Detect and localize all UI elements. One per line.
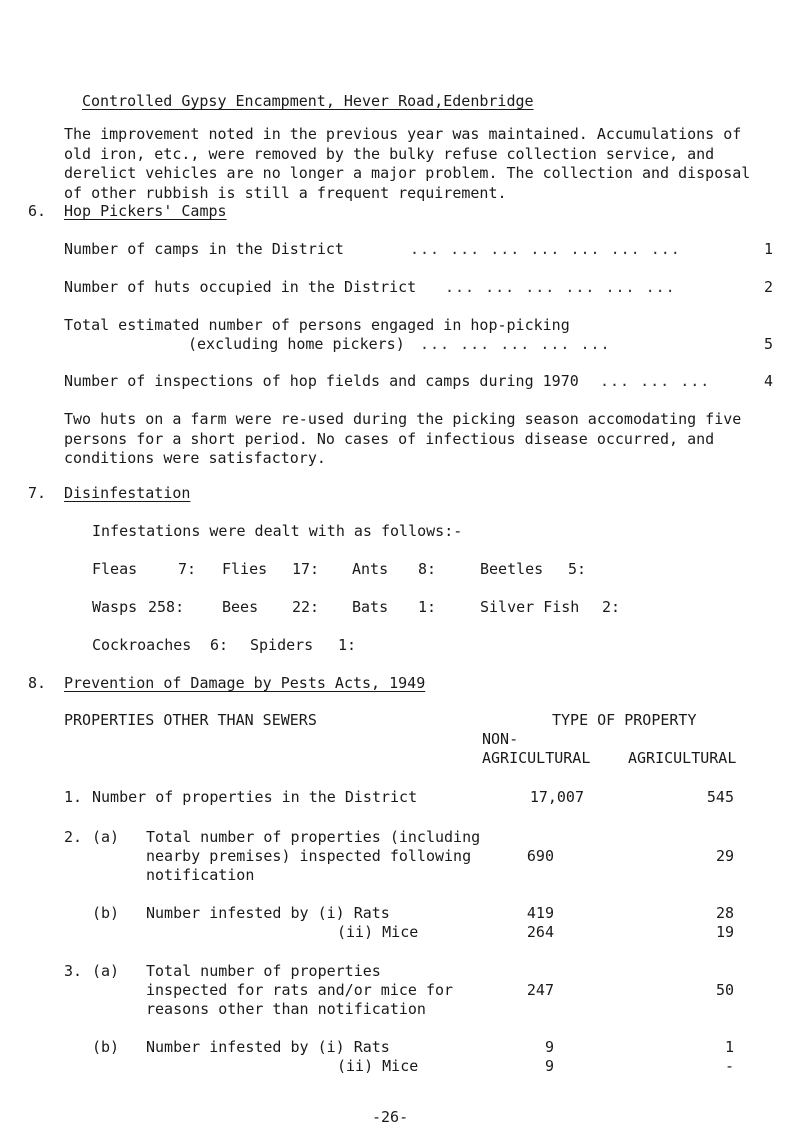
pest-fleas-count: 7:	[178, 560, 197, 578]
section8-heading: Prevention of Damage by Pests Acts, 1949	[64, 674, 426, 692]
row3b-sub: (b)	[92, 1038, 120, 1056]
pest-flies-count: 17:	[292, 560, 320, 578]
pest-flies: Flies	[222, 560, 268, 578]
row2b-mice-label: (ii) Mice	[337, 923, 419, 941]
pest-bees: Bees	[222, 598, 259, 616]
row2b-sub: (b)	[92, 904, 120, 922]
huts-dots: ... ... ... ... ... ...	[445, 278, 676, 296]
pest-beetles: Beetles	[480, 560, 544, 578]
persons-label-line2: (excluding home pickers)	[188, 335, 405, 353]
section6-heading: Hop Pickers' Camps	[64, 202, 227, 220]
pest-ants: Ants	[352, 560, 389, 578]
pest-ants-count: 8:	[418, 560, 437, 578]
row1-num: 1.	[64, 788, 83, 806]
table-title: PROPERTIES OTHER THAN SEWERS	[64, 711, 317, 729]
pest-spiders-count: 1:	[338, 636, 357, 654]
camps-dots: ... ... ... ... ... ... ...	[410, 240, 681, 258]
row3a-line1: Total number of properties	[146, 962, 381, 980]
row2a-line1: Total number of properties (including	[146, 828, 481, 846]
pest-silver-fish: Silver Fish	[480, 598, 580, 616]
pest-bats: Bats	[352, 598, 389, 616]
pest-wasps: Wasps	[92, 598, 138, 616]
row3-num: 3.	[64, 962, 83, 980]
row2b-label: Number infested by (i) Rats	[146, 904, 390, 922]
camps-label: Number of camps in the District	[64, 240, 344, 258]
row1-label: Number of properties in the District	[92, 788, 418, 806]
row3a-sub: (a)	[92, 962, 120, 980]
type-of-property-header: TYPE OF PROPERTY	[552, 711, 697, 729]
row2a-agri: 29	[715, 847, 734, 865]
col-agri: AGRICULTURAL	[628, 749, 737, 767]
row2b-agri: 28	[715, 904, 734, 922]
section7-heading: Disinfestation	[64, 484, 191, 502]
inspections-value: 4	[763, 372, 773, 390]
row2-num: 2.	[64, 828, 83, 846]
persons-dots: ... ... ... ... ...	[420, 335, 611, 353]
col-nonagri-line2: AGRICULTURAL	[482, 749, 591, 767]
camps-value: 1	[763, 240, 773, 258]
row1-agri: 545	[706, 788, 734, 806]
row2a-line2: nearby premises) inspected following	[146, 847, 472, 865]
row2a-nonagri: 690	[526, 847, 554, 865]
page-number: -26-	[372, 1108, 409, 1126]
row3b-agri: 1	[724, 1038, 734, 1056]
pest-cockroaches-count: 6:	[210, 636, 229, 654]
persons-label-line1: Total estimated number of persons engaged in hop-picking	[64, 316, 570, 334]
row2b-nonagri: 419	[526, 904, 554, 922]
row2b-mice-nonagri: 264	[526, 923, 554, 941]
pest-spiders: Spiders	[250, 636, 314, 654]
row3b-label: Number infested by (i) Rats	[146, 1038, 390, 1056]
encampment-heading: Controlled Gypsy Encampment, Hever Road,Edenbridge	[82, 92, 534, 110]
huts-value: 2	[763, 278, 773, 296]
pest-beetles-count: 5:	[568, 560, 587, 578]
infestations-intro: Infestations were dealt with as follows:-	[92, 522, 463, 540]
inspections-dots: ... ... ...	[600, 372, 711, 390]
section7-number: 7.	[28, 484, 47, 502]
row3b-mice-nonagri: 9	[544, 1057, 554, 1075]
section8-number: 8.	[28, 674, 47, 692]
inspections-label: Number of inspections of hop fields and camps during 1970	[64, 372, 579, 390]
row3b-nonagri: 9	[544, 1038, 554, 1056]
row3b-mice-agri: -	[724, 1057, 734, 1075]
row3a-nonagri: 247	[526, 981, 554, 999]
section6-paragraph: Two huts on a farm were re-used during the picking season accomodating five persons for a short period. No cases of infectious disease occurred, and conditions were satisfactory.	[64, 410, 742, 467]
huts-label: Number of huts occupied in the District	[64, 278, 417, 296]
pest-cockroaches: Cockroaches	[92, 636, 192, 654]
row2a-line3: notification	[146, 866, 255, 884]
row3a-agri: 50	[715, 981, 734, 999]
row1-nonagri: 17,007	[529, 788, 584, 806]
pest-bats-count: 1:	[418, 598, 437, 616]
encampment-paragraph: The improvement noted in the previous year was maintained. Accumulations of old iron, etc., were removed by the bulky refuse collection service, and derelict vehicles are no longer a major problem. The collection and disposal of other rubbish is still a frequent requirement.	[64, 125, 751, 202]
pest-silver-fish-count: 2:	[602, 598, 621, 616]
section6-number: 6.	[28, 202, 47, 220]
row2a-sub: (a)	[92, 828, 120, 846]
row3b-mice-label: (ii) Mice	[337, 1057, 419, 1075]
row3a-line3: reasons other than notification	[146, 1000, 426, 1018]
row2b-mice-agri: 19	[715, 923, 734, 941]
col-nonagri-line1: NON-	[482, 730, 519, 748]
pest-wasps-count: 258:	[148, 598, 185, 616]
pest-fleas: Fleas	[92, 560, 138, 578]
persons-value: 5	[763, 335, 773, 353]
pest-bees-count: 22:	[292, 598, 320, 616]
row3a-line2: inspected for rats and/or mice for	[146, 981, 454, 999]
